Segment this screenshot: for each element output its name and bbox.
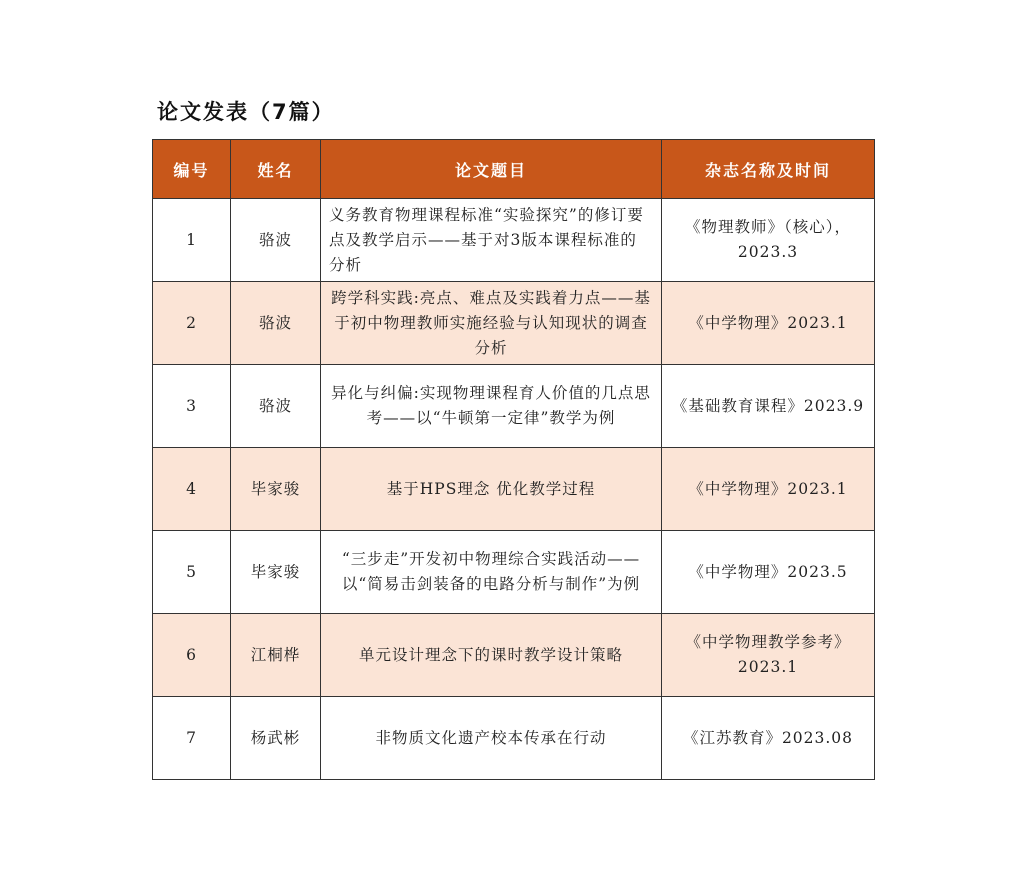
cell-number: 1 bbox=[153, 199, 231, 282]
cell-journal-date: 《江苏教育》2023.08 bbox=[662, 697, 875, 780]
header-number: 编号 bbox=[153, 140, 231, 199]
table-row bbox=[153, 282, 875, 365]
cell-journal-date: 《中学物理》2023.5 bbox=[662, 531, 875, 614]
cell-journal-date: 《中学物理》2023.1 bbox=[662, 448, 875, 531]
cell-number: 6 bbox=[153, 614, 231, 697]
cell-number: 3 bbox=[153, 365, 231, 448]
cell-journal-date: 《中学物理教学参考》2023.1 bbox=[662, 614, 875, 697]
cell-paper-title: “三步走”开发初中物理综合实践活动——以“简易击剑装备的电路分析与制作”为例 bbox=[321, 531, 662, 614]
cell-name: 江桐桦 bbox=[231, 614, 321, 697]
table-row bbox=[153, 365, 875, 448]
cell-paper-title: 非物质文化遗产校本传承在行动 bbox=[321, 697, 662, 780]
cell-number: 7 bbox=[153, 697, 231, 780]
cell-paper-title: 跨学科实践:亮点、难点及实践着力点——基于初中物理教师实施经验与认知现状的调查分析 bbox=[321, 282, 662, 365]
cell-name: 骆波 bbox=[231, 282, 321, 365]
cell-paper-title: 义务教育物理课程标准“实验探究”的修订要点及教学启示——基于对3版本课程标准的分析 bbox=[321, 199, 662, 282]
cell-journal-date: 《物理教师》（核心），2023.3 bbox=[662, 199, 875, 282]
header-paper-title: 论文题目 bbox=[321, 140, 662, 199]
cell-name: 杨武彬 bbox=[231, 697, 321, 780]
cell-number: 4 bbox=[153, 448, 231, 531]
cell-paper-title: 单元设计理念下的课时教学设计策略 bbox=[321, 614, 662, 697]
cell-name: 毕家骏 bbox=[231, 531, 321, 614]
table-row bbox=[153, 614, 875, 697]
section-title: 论文发表（7篇） bbox=[157, 100, 335, 124]
table-row bbox=[153, 531, 875, 614]
header-name: 姓名 bbox=[231, 140, 321, 199]
header-journal-date: 杂志名称及时间 bbox=[662, 140, 875, 199]
cell-paper-title: 基于HPS理念 优化教学过程 bbox=[321, 448, 662, 531]
papers-table bbox=[152, 139, 875, 780]
table-row bbox=[153, 199, 875, 282]
cell-name: 骆波 bbox=[231, 199, 321, 282]
table-row bbox=[153, 448, 875, 531]
cell-journal-date: 《基础教育课程》2023.9 bbox=[662, 365, 875, 448]
cell-name: 毕家骏 bbox=[231, 448, 321, 531]
cell-paper-title: 异化与纠偏:实现物理课程育人价值的几点思考——以“牛顿第一定律”教学为例 bbox=[321, 365, 662, 448]
table-row bbox=[153, 697, 875, 780]
cell-name: 骆波 bbox=[231, 365, 321, 448]
cell-number: 2 bbox=[153, 282, 231, 365]
cell-number: 5 bbox=[153, 531, 231, 614]
cell-journal-date: 《中学物理》2023.1 bbox=[662, 282, 875, 365]
header-row bbox=[153, 140, 875, 199]
